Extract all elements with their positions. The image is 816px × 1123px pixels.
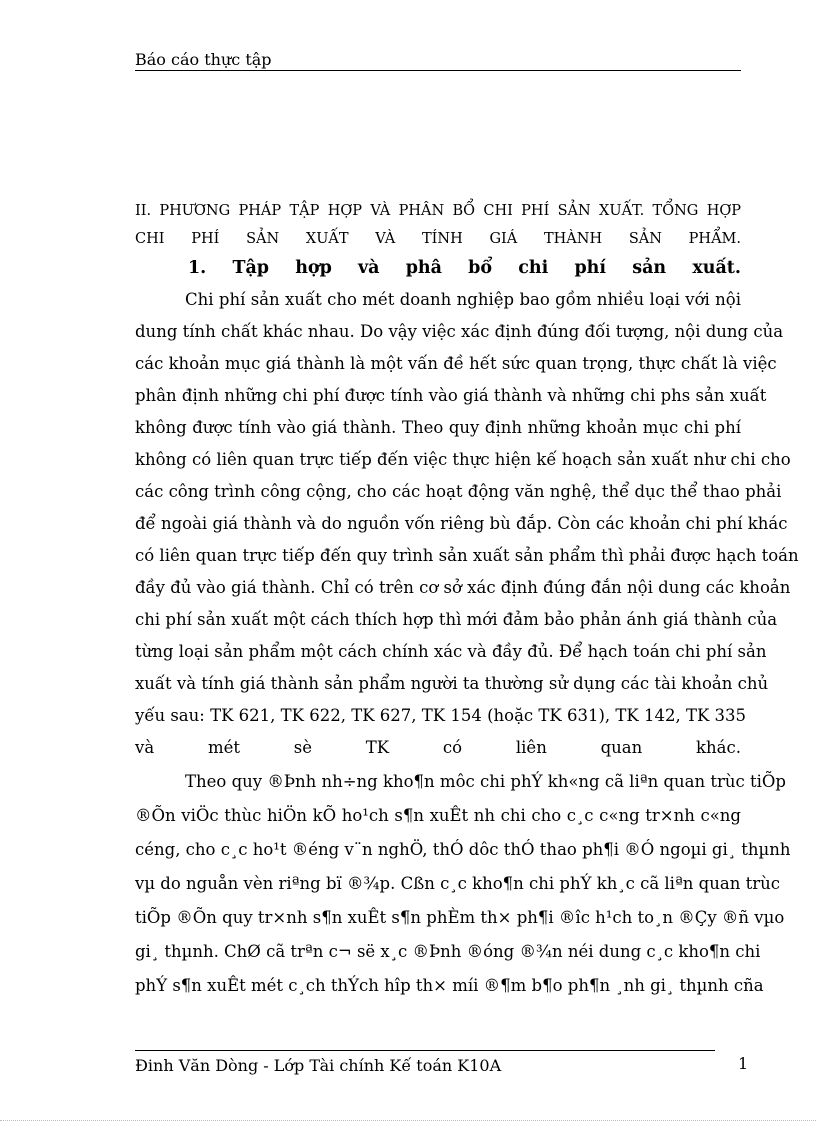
body-line: đầy đủ vào giá thành. Chỉ có trên cơ sở xác định đúng đắn nội dung các khoản [135,578,791,597]
body-line: không được tính vào giá thành. Theo quy định những khoản mục chi phí [135,418,741,437]
section-heading-line-1: II. PHƯƠNG PHÁP TẬP HỢP VÀ PHÂN BỔ CHI PHÍ SẢN XUẤT. TỔNG HỢP [135,203,741,219]
body-line: ®Õn viÖc thùc hiÖn kÕ ho¹ch s¶n xuÊt nh chi cho c¸c c«ng tr×nh c«ng [135,806,741,825]
header-rule [135,70,741,71]
page-number: 1 [738,1054,749,1073]
body-line: chi phí sản xuất một cách thích hợp thì mới đảm bảo phản ánh giá thành của [135,610,778,629]
body-line: các công trình công cộng, cho các hoạt động văn nghệ, thể dục thể thao phải [135,482,782,501]
footer-rule [135,1050,715,1051]
body-line: Chi phí sản xuất cho mét doanh nghiệp bao gồm nhiều loại với nội [185,290,741,309]
body-line: từng loại sản phẩm một cách chính xác và đầy đủ. Để hạch toán chi phí sản [135,642,767,661]
body-line: vµ do nguån vèn riªng bï ®¾p. Cßn c¸c kho¶n chi phÝ kh¸c cã liªn quan trùc [135,874,780,893]
page-bottom-border [0,1120,816,1121]
body-line: xuất và tính giá thành sản phẩm người ta thường sử dụng các tài khoản chủ [135,674,769,693]
body-line: có liên quan trực tiếp đến quy trình sản xuất sản phẩm thì phải được hạch toán [135,546,799,565]
body-line: céng, cho c¸c ho¹t ®éng v¨n nghÖ, thÓ dôc thÓ thao ph¶i ®Ó ngoµi gi¸ thµnh [135,840,791,859]
body-line: phân định những chi phí được tính vào giá thành và những chi phs sản xuất [135,386,767,405]
body-line: không có liên quan trực tiếp đến việc thực hiện kế hoạch sản xuất như chi cho [135,450,791,469]
section-heading-line-2: CHI PHÍ SẢN XUẤT VÀ TÍNH GIÁ THÀNH SẢN PHẨM. [135,231,741,247]
subsection-heading: 1. Tập hợp và phâ bổ chi phí sản xuất. [188,258,741,278]
body-line: và mét sè TK có liên quan khác. [135,738,741,757]
body-line: dung tính chất khác nhau. Do vậy việc xác định đúng đối tượng, nội dung của [135,322,784,341]
body-line: yếu sau: TK 621, TK 622, TK 627, TK 154 (hoặc TK 631), TK 142, TK 335 [135,706,747,725]
body-line: phÝ s¶n xuÊt mét c¸ch thÝch hîp th× míi ®¶m b¶o ph¶n ¸nh gi¸ thµnh cña [135,976,764,995]
body-line: gi¸ thµnh. ChØ cã trªn c¬ së x¸c ®Þnh ®óng ®¾n néi dung c¸c kho¶n chi [135,942,761,961]
page-header-title: Báo cáo thực tập [135,50,272,69]
body-line: để ngoài giá thành và do nguồn vốn riêng bù đắp. Còn các khoản chi phí khác [135,514,788,533]
body-line: tiÕp ®Õn quy tr×nh s¶n xuÊt s¶n phÈm th× ph¶i ®îc h¹ch to¸n ®Çy ®ñ vµo [135,908,785,927]
footer-author: Đinh Văn Dòng - Lớp Tài chính Kế toán K10A [135,1056,502,1075]
body-line: Theo quy ®Þnh nh÷ng kho¶n môc chi phÝ kh«ng cã liªn quan trùc tiÕp [185,772,786,791]
body-line: các khoản mục giá thành là một vấn đề hết sức quan trọng, thực chất là việc [135,354,777,373]
